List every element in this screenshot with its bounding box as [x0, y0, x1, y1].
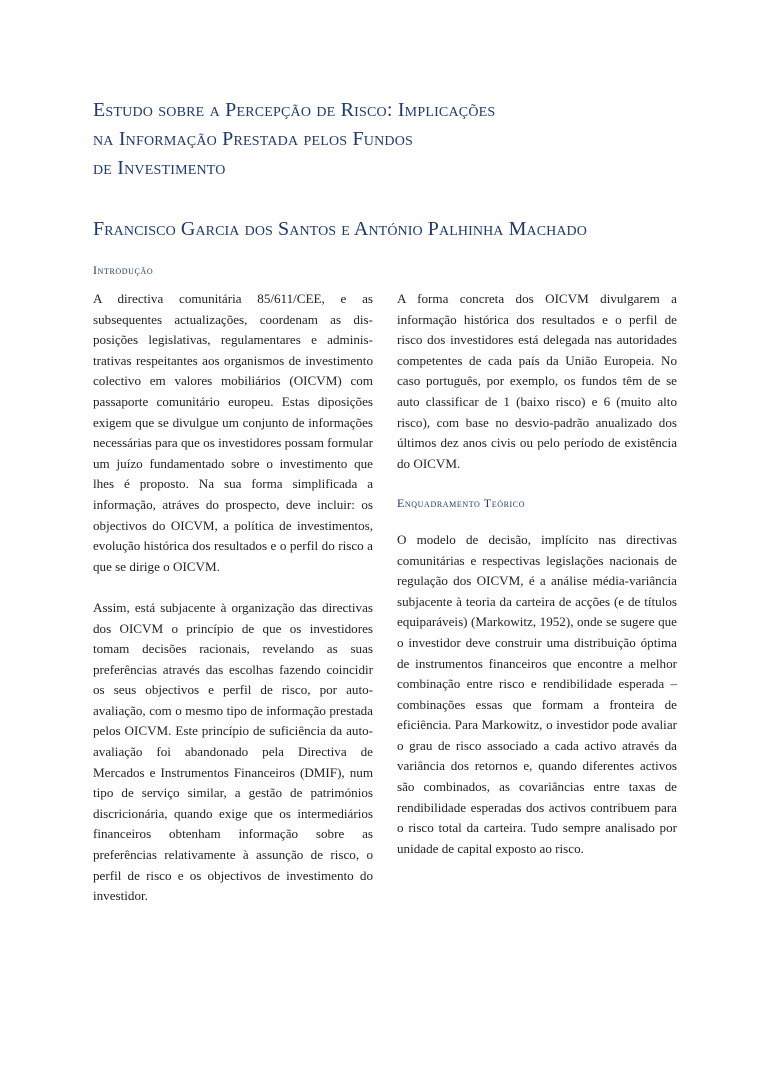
left-column	[93, 289, 373, 927]
article-title-line-2: na Informação Prestada pelos Fundos	[93, 128, 414, 150]
section-heading-enquadramento: Enquadramento Teórico	[397, 495, 526, 510]
article-title-line-1: Estudo sobre a Percepção de Risco: Implicações	[93, 99, 496, 121]
paragraph: A directiva comunitária 85/611/CEE, e as subsequentes actualizações, coordenam as disposições legislativas, regulamentares e administrativas respeitantes aos organismos de investimento colectivo em valores mobiliários (OICVM) com passaporte comunitário europeu. Estas diposições exigem que se divulgue um conjunto de informações necessárias para que os investidores possam formular um juízo fundamentado sobre o investimento que lhes é proposto. Na sua forma simplificada a informação, atráves do prospecto, deve incluir: os objectivos do OICVM, a política de investimentos, evolução histórica dos resultados e o perfil do risco a que se dirige o OICVM.	[93, 291, 373, 574]
section-heading-introducao: Introdução	[93, 263, 154, 277]
article-title-line-3: de Investimento	[93, 157, 226, 179]
paragraph: Assim, está subjacente à organização das directivas dos OICVM o princípio de que os investidores tomam decisões racionais, revelando as suas preferências através das escolhas fazendo coincidir os seus objectivos e perfil de risco, por auto-avaliação, com o mesmo tipo de informação prestada pelos OICVM. Este princípio de suficiência da auto-avaliação foi abandonado pela Directiva de Mercados e Instrumentos Financeiros (DMIF), num tipo de serviço similar, a gestão de patrimónios discricionária, quando exige que os intermediários financeiros obtenham informação sobre as preferências relativamente à assunção de risco, o perfil de risco e os objectivos de investimento do investidor.	[93, 599, 373, 904]
paragraph: O modelo de decisão, implícito nas directivas comunitárias e respectivas legislações nacionais de regulação dos OICVM, é a análise média-variância subjacente à teoria da carteira de acções (e de títulos equiparáveis) (Markowitz, 1952), onde se sugere que o investidor deve construir uma distribuição óptima de instrumentos financeiros que encontre a melhor combinação entre risco e rendibilidade esperada – combinações essas que formam a fronteira de eficiência. Para Markowitz, o investidor pode avaliar o grau de risco associado a cada activo através da variância dos retornos e, quando diferentes activos são combinados, as covariâncias entre taxas de rendibilidade esperadas dos activos contribuem para o risco total da carteira. Tudo sempre analisado por unidade de capital exposto ao risco.	[397, 531, 677, 856]
article-title	[93, 96, 693, 183]
article-authors: Francisco Garcia dos Santos e António Palhinha Machado	[93, 218, 587, 240]
right-column	[397, 289, 677, 880]
paragraph: A forma concreta dos OICVM divulgarem a informação histórica dos resultados e o perfil de risco dos investidores está delegada nas autoridades competentes de cada país da União Europeia. No caso português, por exemplo, os fundos têm de se auto classificar de 1 (baixo risco) e 6 (muito alto risco), com base no desvio-padrão anualizado dos últimos dez anos civis ou pelo período de existência do OICVM.	[397, 291, 677, 471]
